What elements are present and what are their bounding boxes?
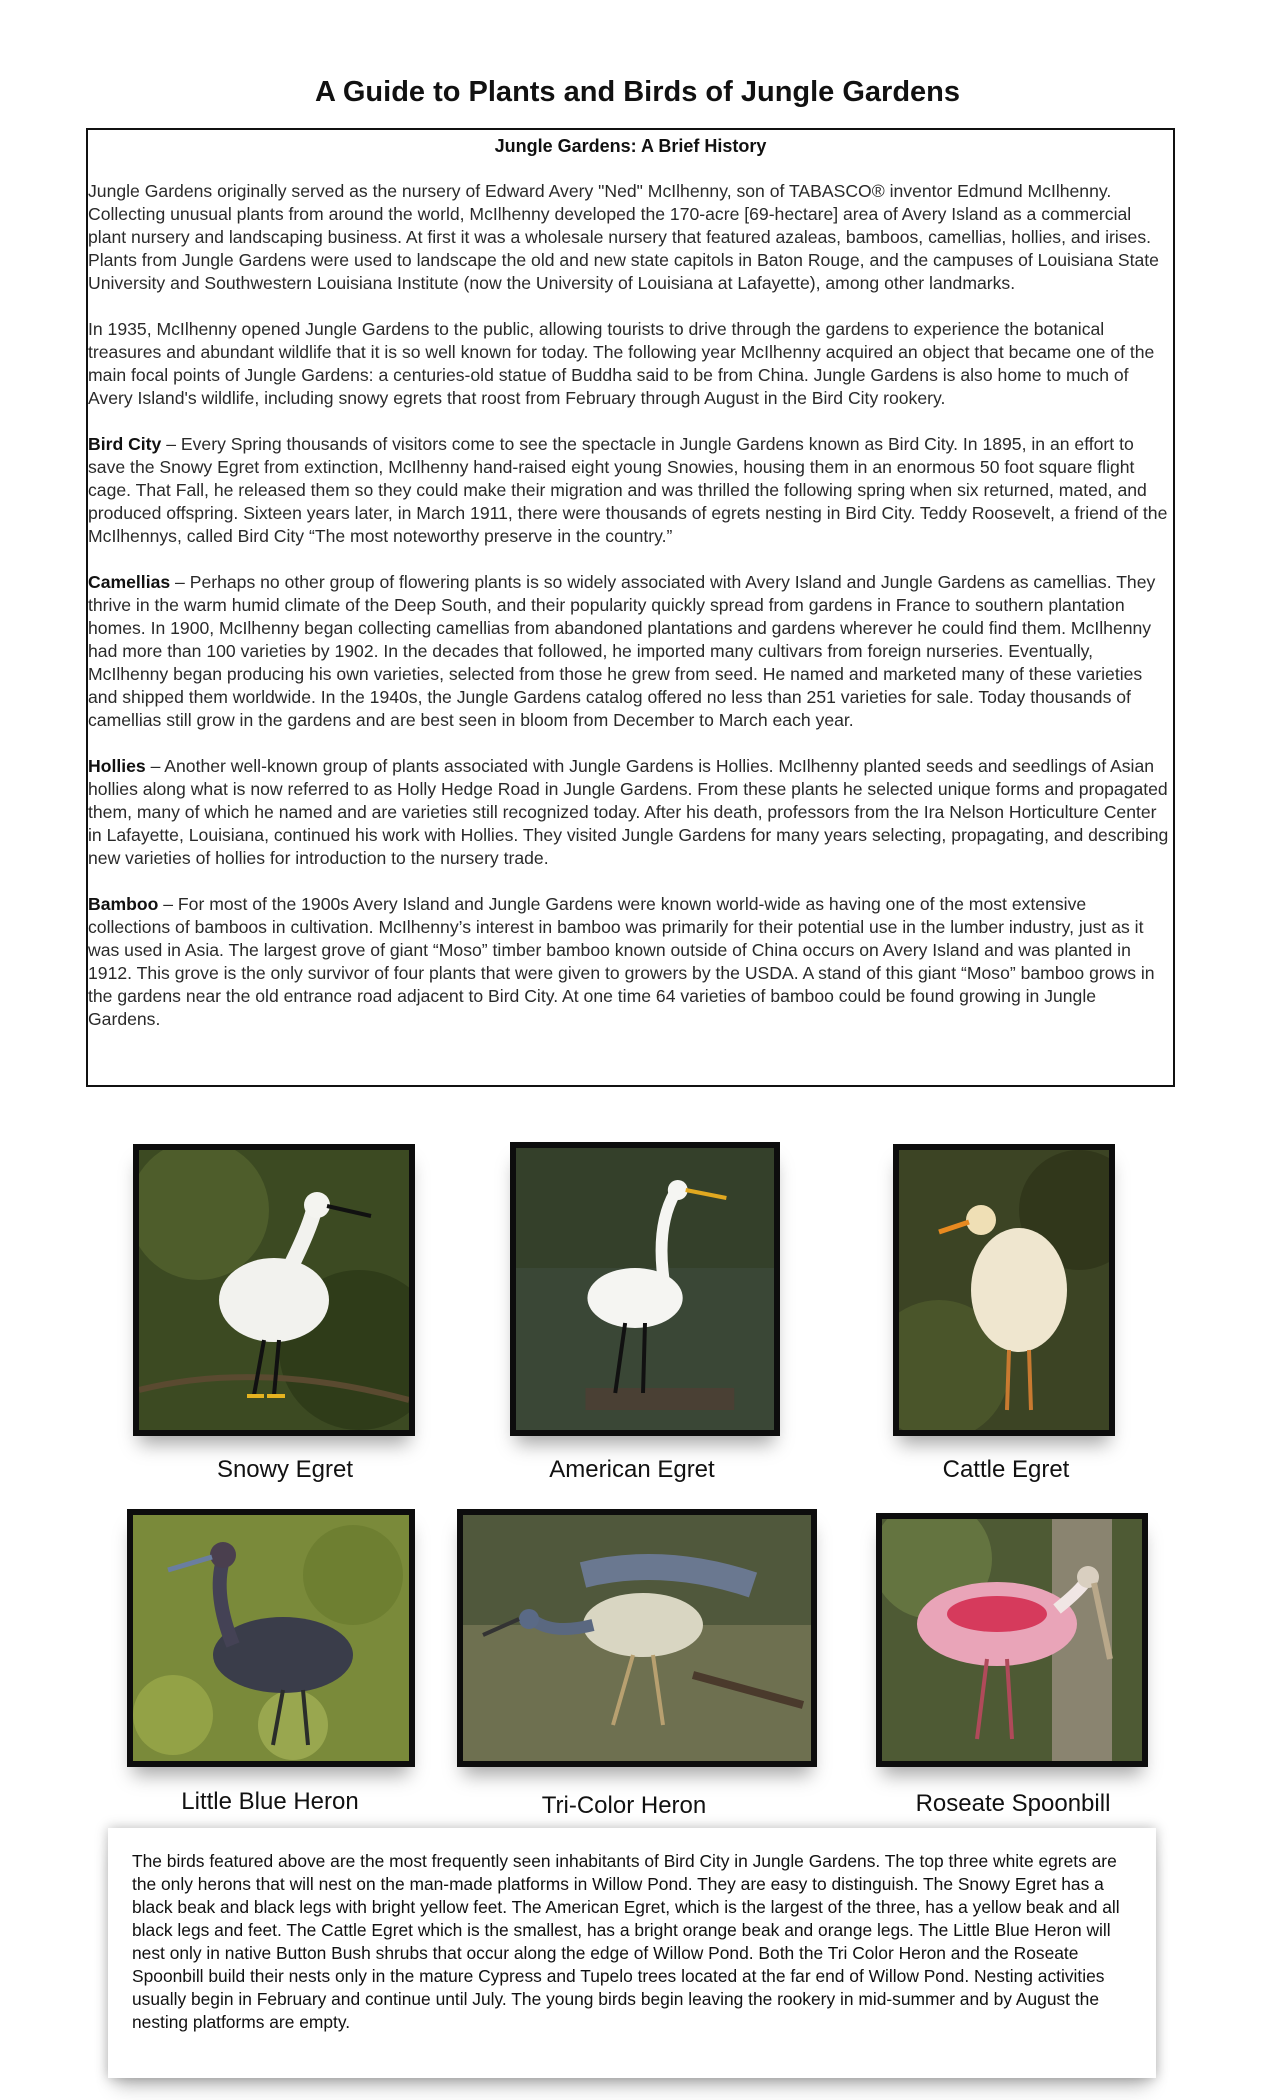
- caption-roseate-spoonbill: Roseate Spoonbill: [915, 1790, 1111, 1817]
- history-heading: Jungle Gardens: A Brief History: [494, 136, 767, 156]
- american-egret-photo: [510, 1142, 780, 1436]
- page-title: A Guide to Plants and Birds of Jungle Gardens: [314, 76, 961, 108]
- hollies-text: – Another well-known group of plants associated with Jungle Gardens is Hollies. McIlhenny planted seeds and seedlings of Asian hollies along what is now referred to as Holly Hedge Road in Jungle Gardens. From these plants he selected unique forms and propagated them, many of which he named and are varieties still recognized today. After his death, professors from the Ira Nelson Horticulture Center in Lafayette, Louisiana, continued his work with Hollies. They visited Jungle Gardens for many years selecting, propagating, and describing new varieties of hollies for introduction to the nursery trade.: [88, 756, 1169, 868]
- camellias-label: Camellias: [88, 572, 171, 592]
- bird-city-text: – Every Spring thousands of visitors come to see the spectacle in Jungle Gardens known as Bird City. In 1895, in an effort to save the Snowy Egret from extinction, McIlhenny hand-raised eight young Snowies, housing them in an enormous 50 foot square flight cage. That Fall, he released them so they could make their migration and was thrilled the following spring when six returned, mated, and produced offspring. Sixteen years later, in March 1911, there were thousands of egrets nesting in Bird City. Teddy Roosevelt, a friend of the McIlhennys, called Bird City “The most noteworthy preserve in the country.”: [88, 434, 1168, 546]
- camellias-paragraph: [88, 571, 1173, 732]
- bird-city-paragraph: [88, 433, 1173, 548]
- hollies-paragraph: [88, 755, 1173, 870]
- cattle-egret-photo: [893, 1144, 1115, 1436]
- history-paragraph-2: In 1935, McIlhenny opened Jungle Gardens to the public, allowing tourists to drive through the gardens to experience the botanical treasures and abundant wildlife that it is so well known for today. The following year McIlhenny acquired an object that became one of the main focal points of Jungle Gardens: a centuries-old statue of Buddha said to be from China. Jungle Gardens is also home to much of Avery Island's wildlife, including snowy egrets that roost from February through August in the Bird City rookery.: [88, 319, 1155, 408]
- bamboo-label: Bamboo: [88, 894, 159, 914]
- tri-color-heron-photo: [457, 1509, 817, 1767]
- birds-note-text: The birds featured above are the most frequently seen inhabitants of Bird City in Jungle Gardens. The top three white egrets are the only herons that will nest on the man-made platforms in Willow Pond. They are easy to distinguish. The Snowy Egret has a black beak and black legs with bright yellow feet. The American Egret, which is the largest of the three, has a yellow beak and all black legs and feet. The Cattle Egret which is the smallest, has a bright orange beak and orange legs. The Little Blue Heron will nest only in native Button Bush shrubs that occur along the edge of Willow Pond. Both the Tri Color Heron and the Roseate Spoonbill build their nests only in the mature Cypress and Tupelo trees located at the far end of Willow Pond. Nesting activities usually begin in February and continue until July. The young birds begin leaving the rookery in mid-summer and by August the nesting platforms are empty.: [132, 1851, 1120, 2032]
- hollies-label: Hollies: [88, 756, 146, 776]
- bird-city-label: Bird City: [88, 434, 162, 454]
- roseate-spoonbill-photo: [876, 1513, 1148, 1767]
- caption-cattle-egret: Cattle Egret: [942, 1456, 1070, 1483]
- snowy-egret-photo: [133, 1144, 415, 1436]
- caption-tri-color-heron: Tri-Color Heron: [541, 1792, 707, 1819]
- bamboo-text: – For most of the 1900s Avery Island and Jungle Gardens were known world-wide as having one of the most extensive collections of bamboos in cultivation. McIlhenny’s interest in bamboo was primarily for their potential use in the lumber industry, just as it was used in Asia. The largest grove of giant “Moso” timber bamboo known outside of China occurs on Avery Island and was planted in 1912. This grove is the only survivor of four plants that were given to growers by the USDA. A stand of this giant “Moso” bamboo grows in the gardens near the old entrance road adjacent to Bird City. At one time 64 varieties of bamboo could be found growing in Jungle Gardens.: [88, 894, 1155, 1029]
- history-paragraph-1: Jungle Gardens originally served as the nursery of Edward Avery "Ned" McIlhenny, son of TABASCO® inventor Edmund McIlhenny. Collecting unusual plants from around the world, McIlhenny developed the 170-acre [69-hectare] area of Avery Island as a commercial plant nursery and landscaping business. At first it was a wholesale nursery that featured azaleas, bamboos, camellias, hollies, and irises. Plants from Jungle Gardens were used to landscape the old and new state capitols in Baton Rouge, and the campuses of Louisiana State University and Southwestern Louisiana Institute (now the University of Louisiana at Lafayette), among other landmarks.: [88, 181, 1159, 293]
- history-box: [86, 128, 1175, 1087]
- camellias-text: – Perhaps no other group of flowering plants is so widely associated with Avery Island and Jungle Gardens as camellias. They thrive in the warm humid climate of the Deep South, and their popularity quickly spread from gardens in France to southern plantation homes. In 1900, McIlhenny began collecting camellias from abandoned plantations and gardens wherever he could find them. McIlhenny had more than 100 varieties by 1902. In the decades that followed, he imported many cultivars from foreign nurseries. Eventually, McIlhenny began producing his own varieties, selected from those he grew from seed. He named and marketed many of these varieties and shipped them worldwide. In the 1940s, the Jungle Gardens catalog offered no less than 251 varieties for sale. Today thousands of camellias still grow in the gardens and are best seen in bloom from December to March each year.: [88, 572, 1156, 730]
- caption-snowy-egret: Snowy Egret: [216, 1456, 354, 1483]
- little-blue-heron-photo: [127, 1509, 415, 1767]
- history-text: [88, 180, 1173, 1031]
- caption-little-blue-heron: Little Blue Heron: [181, 1788, 359, 1815]
- birds-note-box: [108, 1828, 1156, 2078]
- caption-american-egret: American Egret: [549, 1456, 715, 1483]
- bamboo-paragraph: [88, 893, 1173, 1031]
